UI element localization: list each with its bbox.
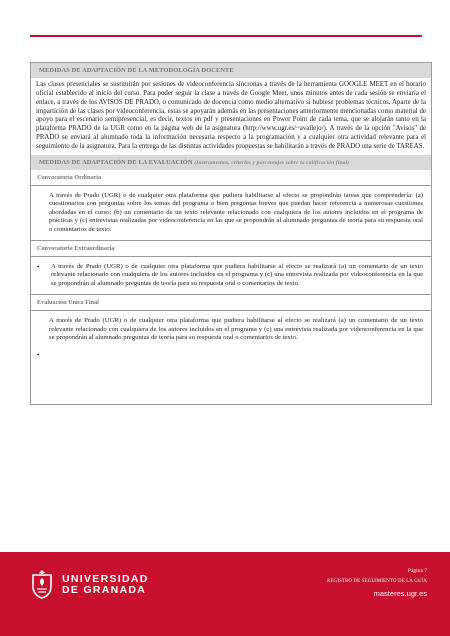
evaluation-heading-title: MEDIDAS DE ADAPTACIÓN DE LA EVALUACIÓN xyxy=(39,158,193,166)
extraordinaria-list-item xyxy=(31,257,431,294)
top-rule xyxy=(30,35,422,37)
university-line-1: UNIVERSIDAD xyxy=(62,573,149,585)
page-number: Página 7 xyxy=(407,568,427,574)
ordinaria-title: Convocatoria Ordinaria xyxy=(31,170,431,186)
university-line-2: DE GRANADA xyxy=(62,584,147,596)
ordinaria-block xyxy=(31,186,431,240)
methodology-heading: MEDIDAS DE ADAPTACIÓN DE LA METODOLOGÍA DOCENTE xyxy=(31,63,431,78)
evaluation-heading xyxy=(31,155,431,170)
register-text: REGISTRO DE SEGUIMIENTO DE LA GUÍA xyxy=(327,579,427,584)
adaptation-table xyxy=(30,62,432,405)
footer-url[interactable]: masteres.ugr.es xyxy=(373,589,427,598)
extraordinaria-text: A través de Prado (UGR) o de cualquier otra plataforma que pudiera habilitarse al efecto se realizará (a) un comentario de un texto relevante relacionado con cualquiera de los autores incluidos en el programa y (c) una entrevista realizada por videoconferencia en la que se propondrán al alumnado preguntas de teoría para su respuesta oral o comentarios de texto. xyxy=(51,263,423,287)
extraordinaria-title: Convocatoria Extraordinaria xyxy=(31,240,431,257)
unica-text: A través de Prado (UGR) o de cualquier otra plataforma que pudiera habilitarse al efecto se realizará (a) un comentario de un texto relevante relacionado con cualquiera de los autores incluidos en el programa y (c) una entrevista realizada por videoconferencia en la que se propondrán al alumnado preguntas de teoría para su respuesta oral o comentarios de texto. xyxy=(49,317,423,342)
methodology-text: Las clases presenciales se sustituirán por sesiones de videoconferencia síncronas a través de la herramienta GOOGLE MEET en el horario oficial establecido al inicio del curso. Para poder seguir la clase a través de Google Meet, unos minutos antes de cada sesión se enviaría el enlace, a través de los AVISOS DE PRADO, o comunicado de docencia como medio alternativo si hubiese problemas técnicos. Aparte de la impartición de las clases por videoconferencia, estas se apoyarán además en las presentaciones anteriormente mencionadas como material de apoyo para el escenario semipresencial, es decir, textos en pdf y presentaciones en Power Point de cada tema, que se alojarán tanto en la plataforma PRADO de la UGR como en la página web de la asignatura (http://www.ugr.es/~avallejo/). A través de la opción "Avisos" de PRADO se enviará al alumnado toda la información necesaria respecto a la programación y a cualquier otra actividad relevante para el seguimiento de la asignatura. Para la entrega de las distintas actividades propuestas se habilitarán a través de PRADO una serie de TAREAS. xyxy=(36,81,426,150)
university-crest-icon xyxy=(29,569,55,599)
empty-bullet-icon: • xyxy=(37,350,40,359)
unica-block xyxy=(31,311,431,348)
bullet-icon: • xyxy=(37,263,40,272)
university-name xyxy=(62,574,149,596)
ordinaria-text: A través de Prado (UGR) o de cualquier otra plataforma que pudiera habilitarse al efecto se propondrán tareas que comprendería: (a) cuestionarios con preguntas sobre los temas del programa o bien preguntas breves que puedan hacer referencia a numerosas cuestiones abordadas en el curso; (b) un comentario de un texto relevante relacionado con cualquiera de los autores incluidos en el programa de prácticas y (c) entrevistas realizadas por videoconferencia en las que se propondrán al alumnado preguntas de teoría para su respuesta oral o comentarios de texto. xyxy=(49,191,423,233)
evaluation-heading-note: (Instrumentos, criterios y porcentajes sobre la calificación final) xyxy=(194,159,350,166)
unica-title: Evaluación Única Final xyxy=(31,294,431,311)
